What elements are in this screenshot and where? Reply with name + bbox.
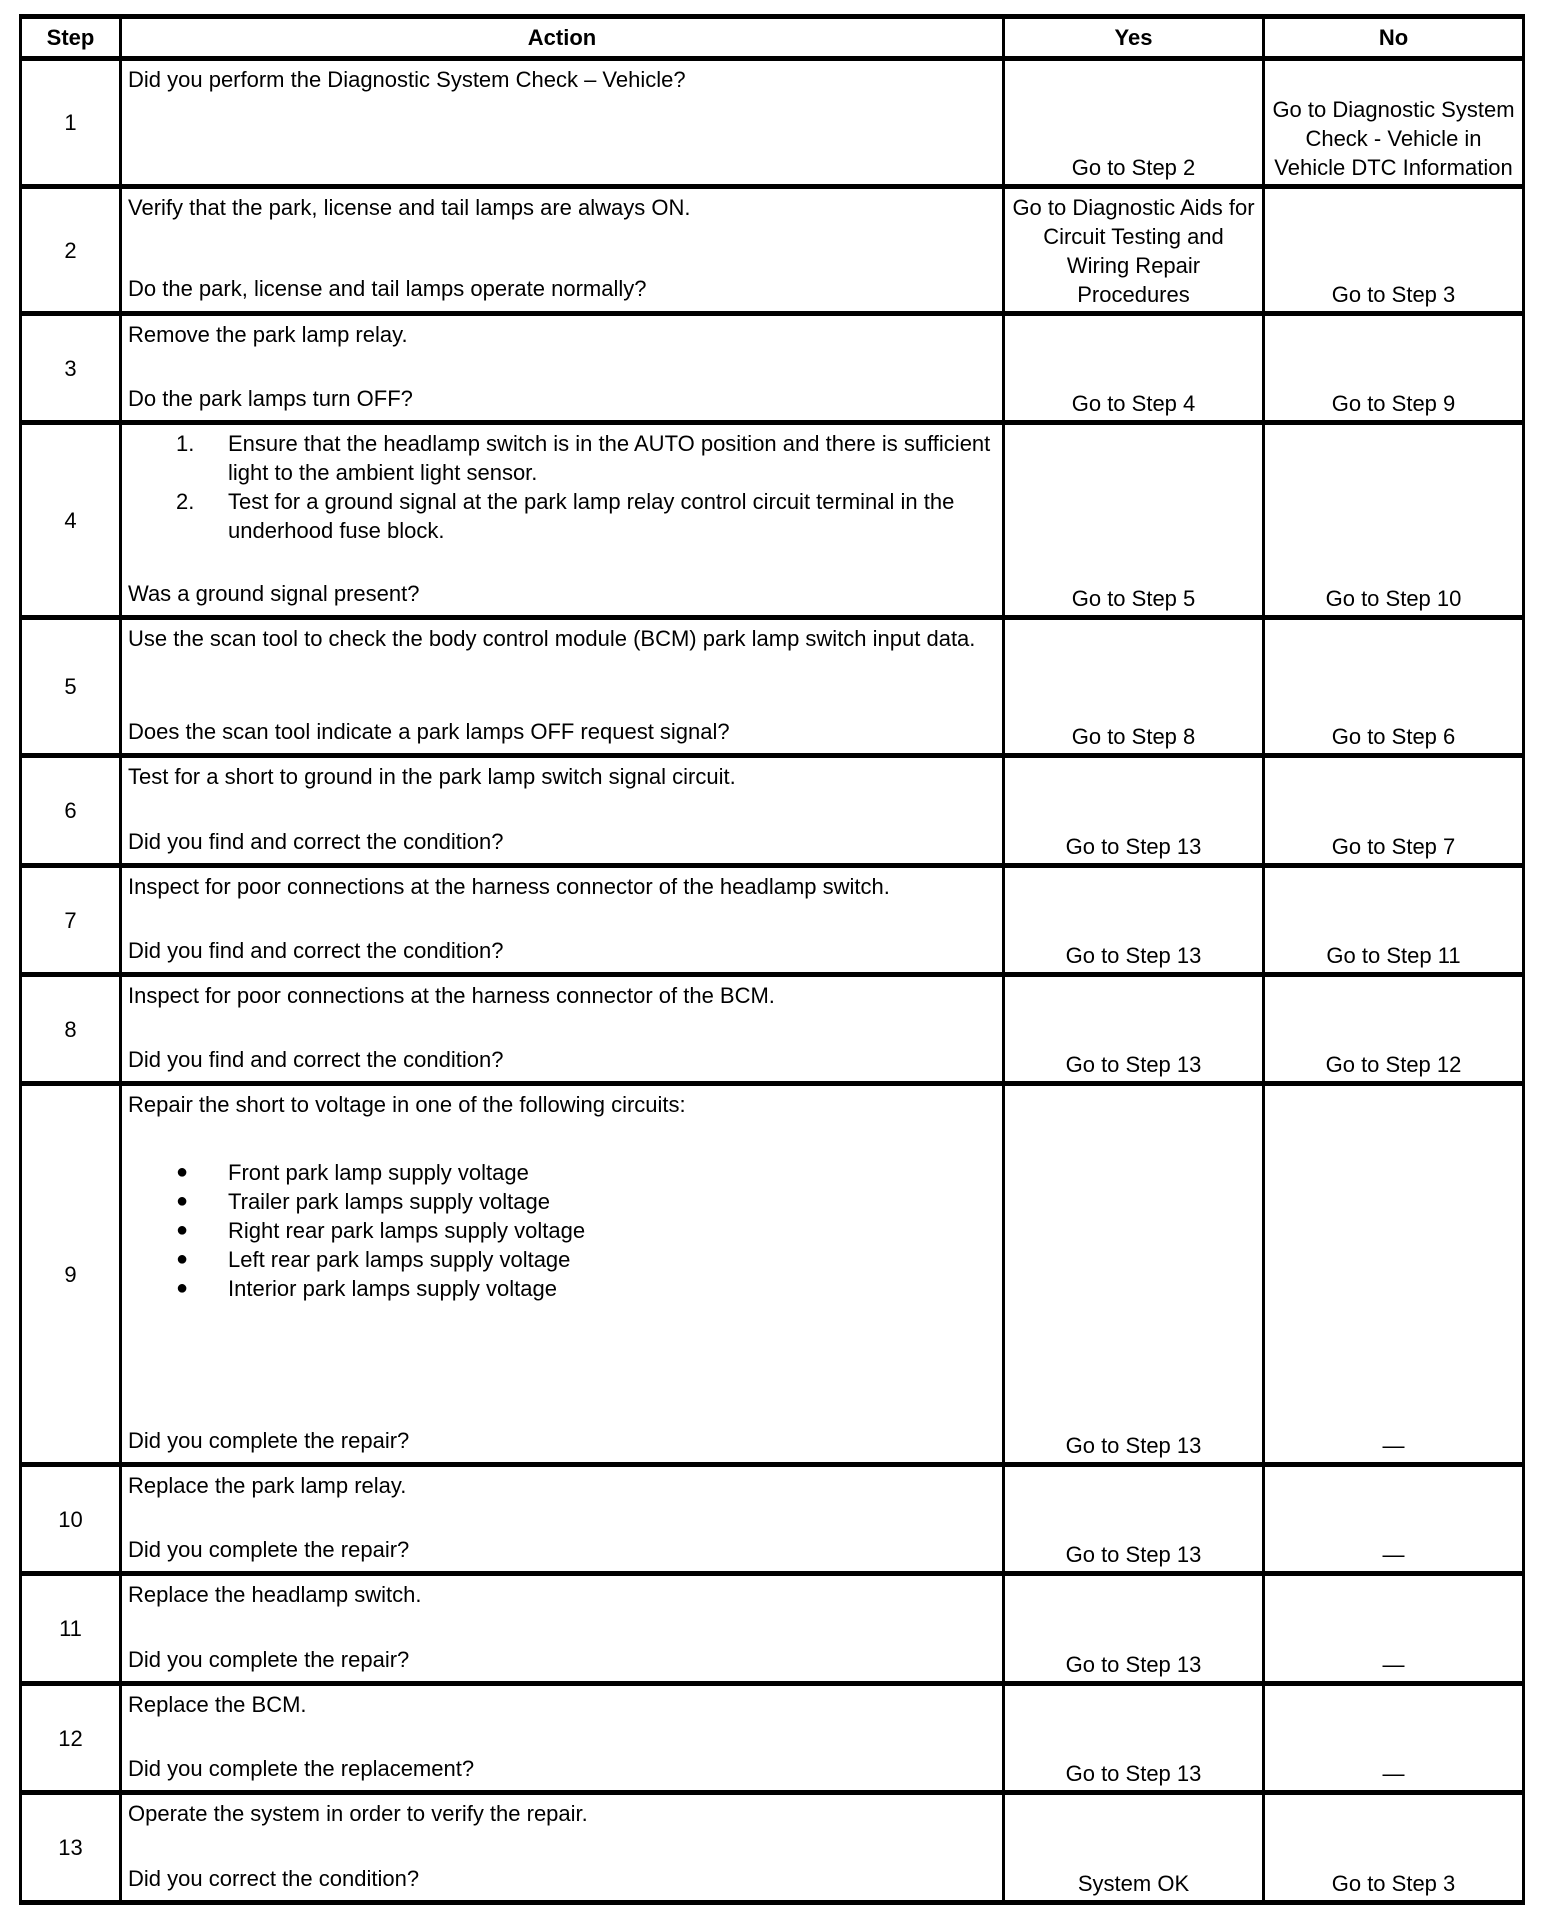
list-item	[128, 487, 996, 545]
table-row	[21, 618, 1524, 756]
diagnostic-table	[19, 14, 1525, 1905]
header-step: Step	[21, 17, 121, 59]
yes-cell: Go to Step 5	[1004, 423, 1264, 618]
step-number: 1	[21, 59, 121, 187]
action-text: Verify that the park, license and tail lamps are always ON.	[128, 195, 691, 220]
no-cell: Go to Step 9	[1264, 314, 1524, 423]
action-text: Replace the headlamp switch.	[128, 1582, 422, 1607]
no-cell: —	[1264, 1684, 1524, 1793]
list-item	[128, 1245, 996, 1274]
action-cell	[121, 59, 1004, 187]
yes-cell: Go to Step 13	[1004, 1084, 1264, 1465]
action-text: Test for a short to ground in the park lamp switch signal circuit.	[128, 764, 736, 789]
no-cell: Go to Step 6	[1264, 618, 1524, 756]
bullet-icon: ●	[176, 1219, 189, 1241]
action-text: Remove the park lamp relay.	[128, 322, 408, 347]
list-text: Interior park lamps supply voltage	[228, 1276, 557, 1301]
no-cell: Go to Step 12	[1264, 975, 1524, 1084]
list-item	[128, 1274, 996, 1303]
action-text: Inspect for poor connections at the harness connector of the BCM.	[128, 983, 775, 1008]
action-cell	[121, 618, 1004, 756]
table-row	[21, 756, 1524, 866]
yes-cell: Go to Step 13	[1004, 756, 1264, 866]
action-cell	[121, 1465, 1004, 1574]
list-text: Right rear park lamps supply voltage	[228, 1218, 586, 1243]
action-cell	[121, 975, 1004, 1084]
no-cell: Go to Diagnostic System Check - Vehicle in Vehicle DTC Information	[1264, 59, 1524, 187]
bullet-icon: ●	[176, 1277, 189, 1299]
action-question: Did you complete the repair?	[128, 1428, 410, 1453]
action-question: Was a ground signal present?	[128, 581, 420, 606]
list-item	[128, 1158, 996, 1187]
list-text: Trailer park lamps supply voltage	[228, 1189, 550, 1214]
action-text: Did you perform the Diagnostic System Check – Vehicle?	[128, 67, 686, 92]
action-cell	[121, 423, 1004, 618]
bullet-icon: ●	[176, 1248, 189, 1270]
table-row	[21, 1574, 1524, 1684]
yes-cell: Go to Step 8	[1004, 618, 1264, 756]
table-row	[21, 1084, 1524, 1465]
header-action: Action	[121, 17, 1004, 59]
bullet-icon: ●	[176, 1161, 189, 1183]
action-text: Inspect for poor connections at the harness connector of the headlamp switch.	[128, 874, 890, 899]
action-cell	[121, 314, 1004, 423]
list-number: 1.	[176, 431, 195, 456]
no-cell: —	[1264, 1084, 1524, 1465]
yes-cell: Go to Step 13	[1004, 866, 1264, 975]
action-text: Use the scan tool to check the body control module (BCM) park lamp switch input data.	[128, 626, 976, 651]
action-text: Replace the BCM.	[128, 1692, 307, 1717]
action-question: Do the park lamps turn OFF?	[128, 386, 413, 411]
header-yes: Yes	[1004, 17, 1264, 59]
action-cell	[121, 866, 1004, 975]
step-number: 10	[21, 1465, 121, 1574]
list-text: Test for a ground signal at the park lamp relay control circuit terminal in the underhood fuse block.	[228, 489, 955, 543]
action-question: Do the park, license and tail lamps operate normally?	[128, 276, 647, 301]
yes-cell: Go to Step 2	[1004, 59, 1264, 187]
action-question: Did you find and correct the condition?	[128, 1047, 504, 1072]
action-cell	[121, 187, 1004, 314]
list-text: Ensure that the headlamp switch is in the AUTO position and there is sufficient light to the ambient light sensor.	[228, 431, 991, 485]
step-number: 9	[21, 1084, 121, 1465]
step-number: 5	[21, 618, 121, 756]
yes-cell: Go to Step 13	[1004, 1684, 1264, 1793]
yes-cell: Go to Step 13	[1004, 1465, 1264, 1574]
action-text: Replace the park lamp relay.	[128, 1473, 407, 1498]
no-cell: Go to Step 3	[1264, 187, 1524, 314]
no-cell: Go to Step 11	[1264, 866, 1524, 975]
action-question: Did you complete the replacement?	[128, 1756, 475, 1781]
no-cell: —	[1264, 1465, 1524, 1574]
yes-cell: System OK	[1004, 1793, 1264, 1903]
yes-cell: Go to Step 13	[1004, 1574, 1264, 1684]
bullet-icon: ●	[176, 1190, 189, 1212]
step-number: 3	[21, 314, 121, 423]
numbered-list	[128, 429, 996, 545]
step-number: 12	[21, 1684, 121, 1793]
list-item	[128, 429, 996, 487]
list-item	[128, 1216, 996, 1245]
no-cell: Go to Step 3	[1264, 1793, 1524, 1903]
table-row	[21, 1465, 1524, 1574]
action-cell	[121, 1574, 1004, 1684]
header-no: No	[1264, 17, 1524, 59]
action-text: Operate the system in order to verify the repair.	[128, 1801, 588, 1826]
list-text: Left rear park lamps supply voltage	[228, 1247, 571, 1272]
step-number: 11	[21, 1574, 121, 1684]
step-number: 2	[21, 187, 121, 314]
action-question: Does the scan tool indicate a park lamps OFF request signal?	[128, 719, 730, 744]
action-question: Did you correct the condition?	[128, 1866, 420, 1891]
action-cell	[121, 1684, 1004, 1793]
no-cell: —	[1264, 1574, 1524, 1684]
table-row	[21, 314, 1524, 423]
action-text: Repair the short to voltage in one of the following circuits:	[128, 1092, 686, 1117]
table-row	[21, 975, 1524, 1084]
step-number: 4	[21, 423, 121, 618]
table-row	[21, 423, 1524, 618]
list-text: Front park lamp supply voltage	[228, 1160, 529, 1185]
action-question: Did you find and correct the condition?	[128, 829, 504, 854]
action-cell	[121, 756, 1004, 866]
action-question: Did you complete the repair?	[128, 1647, 410, 1672]
list-number: 2.	[176, 489, 195, 514]
table-row	[21, 187, 1524, 314]
action-question: Did you find and correct the condition?	[128, 938, 504, 963]
table-row	[21, 866, 1524, 975]
bullet-list	[128, 1158, 996, 1303]
action-cell	[121, 1084, 1004, 1465]
table-row	[21, 1684, 1524, 1793]
no-cell: Go to Step 10	[1264, 423, 1524, 618]
list-item	[128, 1187, 996, 1216]
step-number: 13	[21, 1793, 121, 1903]
action-question: Did you complete the repair?	[128, 1537, 410, 1562]
no-cell: Go to Step 7	[1264, 756, 1524, 866]
yes-cell: Go to Step 13	[1004, 975, 1264, 1084]
table-row	[21, 1793, 1524, 1903]
action-cell	[121, 1793, 1004, 1903]
step-number: 7	[21, 866, 121, 975]
table-row	[21, 59, 1524, 187]
step-number: 6	[21, 756, 121, 866]
yes-cell: Go to Diagnostic Aids for Circuit Testing and Wiring Repair Procedures	[1004, 187, 1264, 314]
yes-cell: Go to Step 4	[1004, 314, 1264, 423]
step-number: 8	[21, 975, 121, 1084]
